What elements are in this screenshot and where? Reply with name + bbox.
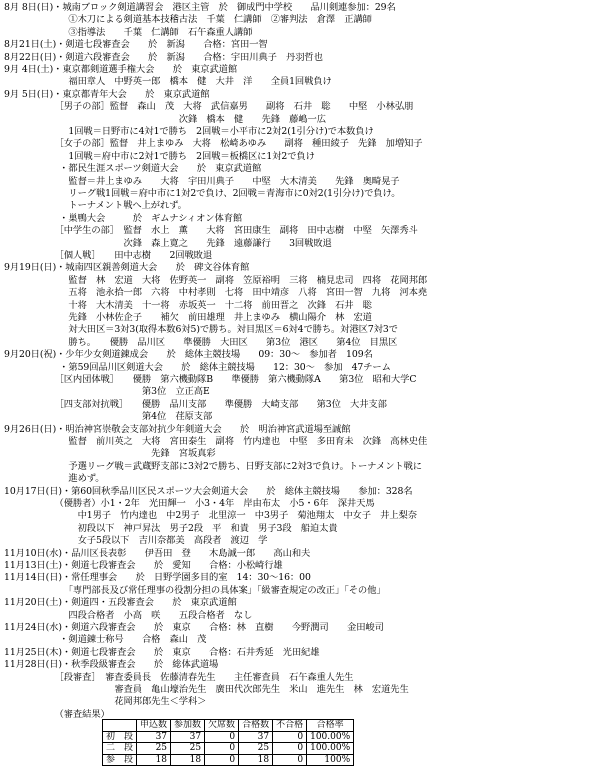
rank-cell: 初 段 [103, 731, 137, 743]
text-line: ・巣鴨大会 於 ギムナシィオン体育館 [4, 212, 243, 224]
text-line: 9月 4日(土)・東京都剣道選手権大会 於 東京武道館 [4, 64, 238, 75]
text-line: 11月14日(日)・常任理事会 於 日野学園多目的室 14：30～16：00 [4, 572, 311, 584]
text-line: 五将 池永拾一郎 六将 中村孝則 七将 田中靖彦 八将 宮田一智 九将 河本堯 [4, 287, 428, 299]
text-line: 中1男子 竹内達也 中2男子 北里涼一 中3男子 菊池翔太 中女子 井上梨奈 [4, 510, 417, 522]
text-line: 11月10日(水)・品川区長表彰 伊吾田 登 木島誠一郎 高山和夫 [4, 547, 311, 559]
table-header-row [103, 720, 354, 732]
text-line: トーナメント戦へ上がれず。 [4, 200, 187, 212]
value-cell: 37 [239, 731, 273, 743]
text-line: ・第59回品川区剣道大会 於 総体主競技場 12：30～ 参加 47チーム [4, 361, 391, 373]
table-row [103, 743, 354, 755]
text-line: 11月28日(日)・秋季段級審査会 於 総体武道場 [4, 659, 219, 671]
text-line: 9月26日(日)・明治神宮崇敬会支部対抗少年剣道大会 於 明治神宮武道場至誠館 [4, 423, 351, 435]
text-line: ・剣道錬士称号 合格 森山 茂 [4, 634, 207, 646]
value-cell: 100.00% [307, 731, 354, 743]
header-cell: 参加数 [171, 720, 205, 732]
value-cell: 100% [307, 754, 354, 766]
text-line: 四段合格者 小高 咲 五段合格者 なし [4, 609, 253, 621]
text-line: （審査結果） [4, 708, 110, 720]
text-line: ［女子の部］監督 井上まゆみ 大将 松崎あゆみ 副将 種田綾子 先鋒 加増知子 [4, 138, 423, 150]
text-line: 先鋒 宮坂真彩 [4, 448, 216, 460]
text-line: ①木刀による剣道基本技稽古法 千葉 仁講師 ②審判法 倉澤 正講師 [4, 14, 372, 26]
text-line: 十将 大木清美 十一将 赤坂英一 十二将 前田晋之 次鋒 石井 聡 [4, 299, 372, 311]
text-line: 9月 5日(日)・東京都青年大会 於 東京武道館 [4, 88, 210, 100]
table-row [103, 731, 354, 743]
text-line: 11月24日(水)・剣道六段審査会 於 東京 合格：林 直樹 今野潤司 金田峻司 [4, 622, 384, 633]
text-line: 8月22日(日)・剣道六段審査会 於 新潟 合格：宇田川典子 丹羽哲也 [4, 51, 323, 63]
value-cell: 37 [171, 731, 205, 743]
text-line: 11月25日(木)・剣道七段審査会 於 東京 合格：石井秀延 光田紀雄 [4, 646, 320, 658]
table-row [103, 754, 354, 766]
header-cell: 不合格 [273, 720, 307, 732]
text-line: 「専門部長及び常任理事の役割分担の具体案」「級審査規定の改正」「その他」 [4, 584, 386, 596]
text-line: ［個人戦］ 田中志樹 2回戦敗退 [4, 250, 213, 261]
rank-cell: 参 段 [103, 754, 137, 766]
text-line: ③指導法 千葉 仁講師 石午森重人講師 [4, 26, 253, 38]
text-line: 11月13日(土)・剣道七段審査会 於 愛知 合格：小松崎行雄 [4, 560, 283, 571]
header-cell [103, 720, 137, 732]
value-cell: 0 [205, 754, 239, 766]
text-line: 審査員 亀山壕治先生 廣田代次郎先生 米山 進先生 林 宏道先生 [4, 684, 409, 695]
value-cell: 25 [137, 743, 171, 755]
text-line: 福田章人 中野英一郎 橋本 健 大井 洋 全員1回戦負け [4, 76, 332, 88]
header-cell: 合格率 [307, 720, 354, 732]
text-line: （優勝者）小1・2年 光田輝一 小3・4年 岸由布太 小5・6年 深井天馬 [4, 498, 375, 509]
value-cell: 18 [239, 754, 273, 766]
text-line: リーグ戦1回戦＝府中市に1対2で負け、2回戦＝青海市に0対2(1引分け)で負け。 [4, 188, 401, 199]
text-line: 1回戦＝府中市に2対1で勝ち 2回戦＝板橋区に1対2で負け [4, 150, 315, 162]
value-cell: 0 [273, 743, 307, 755]
value-cell: 25 [239, 743, 273, 755]
text-line: 監督 前川英之 大将 宮田泰生 副将 竹内達也 中堅 多田育未 次鋒 高林史佳 [4, 436, 428, 447]
value-cell: 18 [171, 754, 205, 766]
value-cell: 0 [205, 743, 239, 755]
text-line: 次鋒 森上寛之 先鋒 遠藤謙行 3回戦敗退 [4, 237, 332, 249]
header-cell: 合格数 [239, 720, 273, 732]
text-line: 10月17日(日)・第60回秋季品川区民スポーツ大会剣道大会 於 総体主競技場 参加：328名 [4, 485, 413, 497]
text-line: 女子5段以下 吉川奈都美 高段者 渡辺 学 [4, 535, 268, 547]
text-line: 9月19日(日)・城南四区親善剣道大会 於 碑文谷体育館 [4, 262, 250, 274]
text-line: 進めず。 [4, 473, 105, 485]
value-cell: 0 [273, 754, 307, 766]
text-line: 勝ち。 優勝 品川区 準優勝 大田区 第3位 港区 第4位 目黒区 [4, 336, 398, 348]
text-line: 9月20日(祝)・少年少女剣道錬成会 於 総体主競技場 09：30～ 参加者 109名 [4, 349, 373, 361]
text-line: 8月21日(土)・剣道七段審査会 於 新潟 合格：宮田一智 [4, 39, 268, 51]
text-line: 監督＝井上まゆみ 大将 宇田川典子 中堅 大木清美 先鋒 奥畸晃子 [4, 175, 400, 187]
value-cell: 0 [205, 731, 239, 743]
value-cell: 25 [171, 743, 205, 755]
value-cell: 100.00% [307, 743, 354, 755]
text-line: 花岡邦郎先生＜学科＞ [4, 696, 207, 708]
text-line: 監督 林 宏道 大将 佐野英一 副将 笠原裕明 三将 楠見忠司 四将 花岡邦郎 [4, 274, 428, 286]
text-line: ［男子の部］監督 森山 茂 大将 武信嘉男 副将 石井 聡 中堅 小林弘朋 [4, 101, 414, 113]
text-line: ［段審査］ 審査委員長 佐藤清春先生 主任審査員 石午森重人先生 [4, 671, 354, 683]
header-cell: 申込数 [137, 720, 171, 732]
text-line: 11月20日(土)・剣道四・五段審査会 於 東京武道館 [4, 597, 237, 609]
value-cell: 0 [273, 731, 307, 743]
text-line: 次鋒 橋本 健 先鋒 藤嶋一広 [4, 113, 326, 125]
text-line: 予選リーグ戦＝武蔵野支部に3対2で勝ち、日野支部に2対3で負け。トーナメント戦に [4, 460, 422, 472]
header-cell: 欠席数 [205, 720, 239, 732]
text-line: 初段以下 神戸昇汰 男子2段 平 和貴 男子3段 船迫太貴 [4, 522, 338, 534]
value-cell: 18 [137, 754, 171, 766]
text-line: 先鋒 小林佐企子 補欠 前田雄理 井上まゆみ 横山陽介 林 宏道 [4, 312, 372, 323]
text-line: ［四支部対抗戦］ 優勝 品川支部 準優勝 大崎支部 第3位 大井支部 [4, 398, 387, 410]
rank-cell: 二 段 [103, 743, 137, 755]
value-cell: 37 [137, 731, 171, 743]
exam-results-table [102, 719, 354, 766]
text-line: 8月 8日(日)・城南ブロック剣道講習会 港区主管 於 御成門中学校 品川剣連参加：29名 [4, 2, 396, 13]
text-line: 1回戦＝日野市に4対1で勝ち 2回戦＝小平市に2対2(1引分け)で本数負け [4, 126, 374, 137]
text-line: ［中学生の部］ 監督 水上 薫 大将 宮田康生 副将 田中志樹 中堅 矢澤秀斗 [4, 225, 418, 237]
text-line: 対大田区＝3対3(取得本数6対5)で勝ち。対目黒区＝6対4で勝ち。対港区7対3で [4, 324, 398, 336]
text-line: 第3位 立正高E [4, 386, 210, 398]
text-line: ［区内団体戦］ 優勝 第六機動隊B 準優勝 第六機動隊A 第3位 昭和大学C [4, 374, 417, 385]
text-line: ・都民生涯スポーツ剣道大会 於 東京武道館 [4, 163, 262, 175]
text-line: 第4位 荏原支部 [4, 411, 213, 423]
